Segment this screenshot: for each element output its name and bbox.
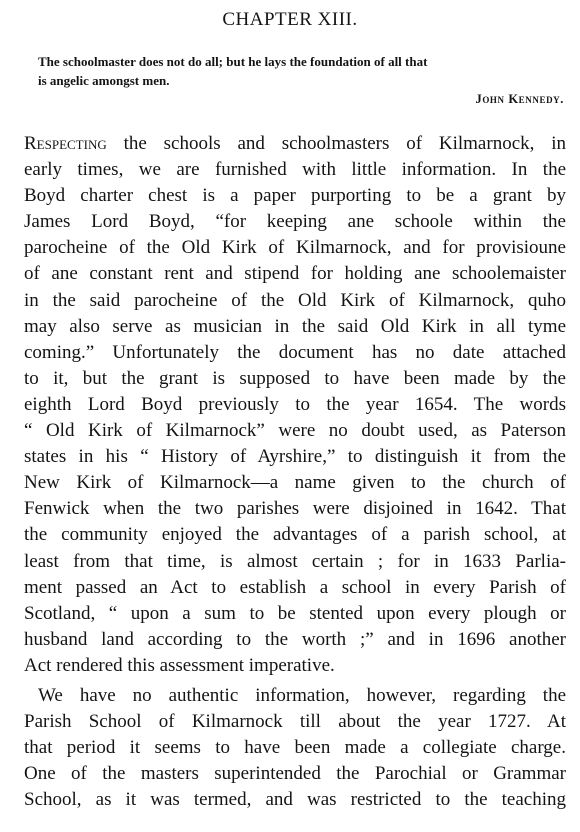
text-line: “ Old Kirk of Kilmarnock” were no doubt used, as Paterson bbox=[24, 420, 566, 442]
epigraph-line: The schoolmaster does not do all; but he lays the foundation of all that bbox=[38, 54, 428, 69]
text-line: Parish School of Kilmarnock till about the year 1727. At bbox=[24, 711, 566, 733]
chapter-body bbox=[0, 131, 580, 813]
text-line: James Lord Boyd, “for keeping ane schoole within the bbox=[24, 211, 566, 233]
text-line: coming.” Unfortunately the document has no date attached bbox=[24, 341, 566, 363]
text-line: Fenwick when the two parishes were disjoined in 1642. That bbox=[24, 498, 566, 520]
text-line: One of the masters superintended the Parochial or Grammar bbox=[24, 763, 566, 785]
text-line: School, as it was termed, and was restricted to the teaching bbox=[24, 789, 566, 811]
text-line: in the said parocheine of the Old Kirk of Kilmarnock, quho bbox=[24, 289, 566, 311]
epigraph bbox=[38, 52, 568, 90]
text-line: to it, but the grant is supposed to have been made by the bbox=[24, 367, 566, 389]
text-line: Boyd charter chest is a paper purporting to be a grant by bbox=[24, 185, 566, 207]
text-line: New Kirk of Kilmarnock—a name given to the church of bbox=[24, 472, 566, 494]
paragraph bbox=[0, 131, 580, 679]
text-line: least from that time, is almost certain ; for in 1633 Parlia- bbox=[24, 550, 566, 572]
text-line: of ane constant rent and stipend for holding ane schoolemaister bbox=[24, 263, 566, 285]
line-text: the schools and schoolmasters of Kilmarnock, in bbox=[106, 133, 566, 154]
text-line: parocheine of the Old Kirk of Kilmarnock, and for provisioune bbox=[24, 237, 566, 259]
text-line: may also serve as musician in the said Old Kirk in all tyme bbox=[24, 315, 566, 337]
text-line: ment passed an Act to establish a school in every Parish of bbox=[24, 576, 566, 598]
text-line: eighth Lord Boyd previously to the year 1654. The words bbox=[24, 393, 566, 415]
text-line: that period it seems to have been made a collegiate charge. bbox=[24, 737, 566, 759]
text-line: the community enjoyed the advantages of a parish school, at bbox=[24, 524, 566, 546]
text-line: We have no authentic information, however, regarding the bbox=[38, 684, 566, 706]
paragraph bbox=[0, 683, 580, 813]
text-line: early times, we are furnished with little information. In the bbox=[24, 159, 566, 181]
epigraph-attribution: John Kennedy. bbox=[475, 92, 564, 106]
chapter-heading: CHAPTER XIII. bbox=[222, 9, 358, 30]
text-line: states in his “ History of Ayrshire,” to distinguish it from the bbox=[24, 446, 566, 468]
text-line: Scotland, “ upon a sum to be stented upon every plough or bbox=[24, 602, 566, 624]
text-line: Act rendered this assessment imperative. bbox=[24, 654, 335, 676]
text-line bbox=[0, 131, 580, 157]
lead-word: Respecting bbox=[24, 133, 107, 154]
text-line: husband land according to the worth ;” and in 1696 another bbox=[24, 628, 566, 650]
epigraph-line: is angelic amongst men. bbox=[38, 73, 170, 88]
